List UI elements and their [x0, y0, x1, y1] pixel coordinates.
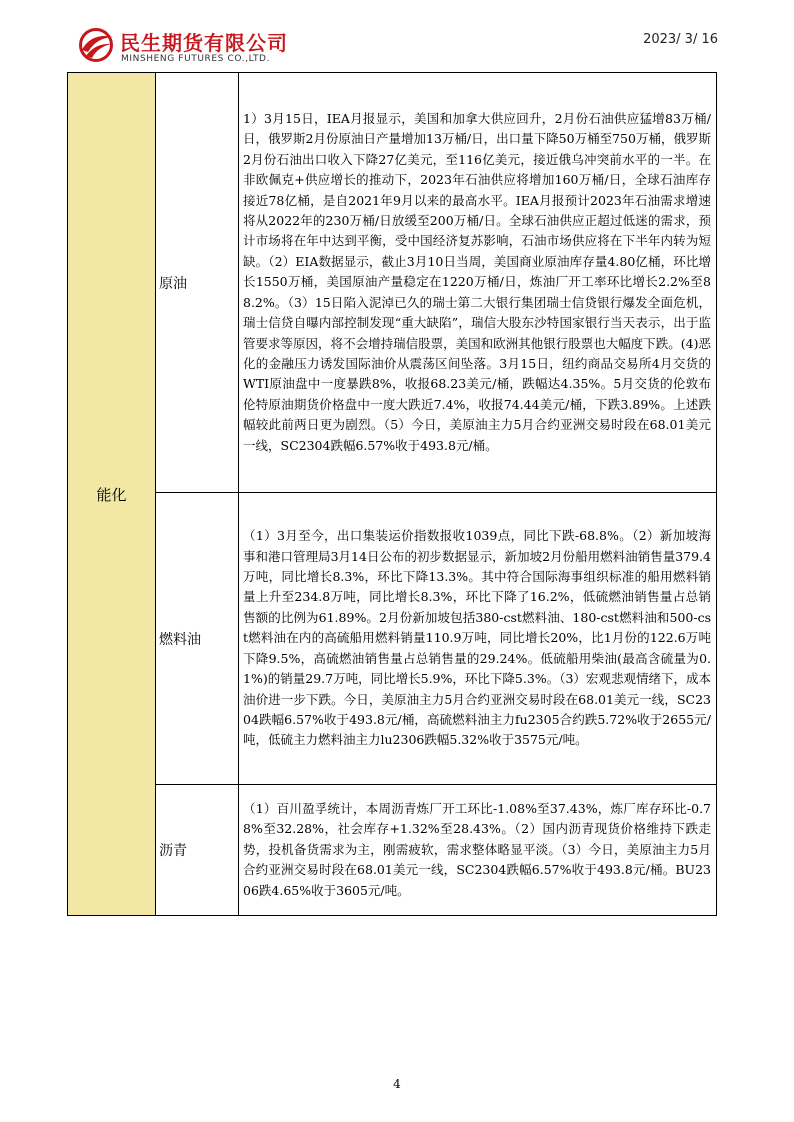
report-date: 2023/ 3/ 16 [643, 32, 718, 47]
product-label: 原油 [156, 73, 239, 493]
product-label: 沥青 [156, 785, 239, 916]
product-label: 燃料油 [156, 493, 239, 785]
product-commentary: （1）百川盈孚统计，本周沥青炼厂开工环比-1.08%至37.43%，炼厂库存环比-0.78%至32.28%，社会库存+1.32%至28.43%。（2）国内沥青现货价格维持下跌走势，投机备货需求为主，刚需疲软，需求整体略显平淡。（3）今日，美原油主力5月合约亚洲交易时段在68.01美元一线，SC2304跌幅6.57%收于493.8元/桶。BU2306跌4.65%收于3605元/吨。 [239, 785, 717, 916]
product-commentary: 1）3月15日，IEA月报显示，美国和加拿大供应回升，2月份石油供应猛增83万桶/日，俄罗斯2月份原油日产量增加13万桶/日，出口量下降50万桶至750万桶，俄罗斯2月份石油出口收入下降27亿美元，至116亿美元，接近俄乌冲突前水平的一半。在非欧佩克+供应增长的推动下，2023年石油供应将增加160万桶/日，全球石油库存接近78亿桶，是自2021年9月以来的最高水平。IEA月报预计2023年石油需求增速将从2022年的230万桶/日放缓至200万桶/日。全球石油供应正超过低迷的需求，预计市场将在年中达到平衡，受中国经济复苏影响，石油市场供应将在下半年内转为短缺。（2）EIA数据显示，截止3月10日当周，美国商业原油库存量4.80亿桶，环比增长1550万桶，美国原油产量稳定在1220万桶/日，炼油厂开工率环比增长2.2%至88.2%。（3）15日陷入泥淖已久的瑞士第二大银行集团瑞士信贷银行爆发全面危机，瑞士信贷自曝内部控制发现“重大缺陷”，瑞信大股东沙特国家银行当天表示，出于监管要求等原因，将不会增持瑞信股票，美国和欧洲其他银行股票也大幅度下跌。(4)恶化的金融压力诱发国际油价从震荡区间坠落。3月15日，纽约商品交易所4月交货的WTI原油盘中一度暴跌8%，收报68.23美元/桶，跌幅达4.35%。5月交货的伦敦布伦特原油期货价格盘中一度大跌近7.4%，收报74.44美元/桶，下跌3.89%。上述跌幅较此前两日更为剧烈。（5）今日，美原油主力5月合约亚洲交易时段在68.01美元一线，SC2304跌幅6.57%收于493.8元/桶。 [239, 73, 717, 493]
table-row [68, 785, 717, 916]
commodity-report-table [67, 72, 717, 916]
sector-label: 能化 [68, 73, 156, 916]
page-number: 4 [393, 1077, 401, 1091]
minsheng-logo-icon [78, 28, 114, 62]
company-name-cn: 民生期货有限公司 [120, 31, 288, 55]
product-commentary: （1）3月至今，出口集装运价指数报收1039点，同比下跌-68.8%。（2）新加坡海事和港口管理局3月14日公布的初步数据显示，新加坡2月份船用燃料油销售量379.4万吨，同比增长8.3%，环比下降13.3%。其中符合国际海事组织标准的船用燃料销量上升至234.8万吨，同比增长8.3%，环比下降了16.2%，低硫燃油销售量占总销售额的比例为61.89%。2月份新加坡包括380-cst燃料油、180-cst燃料油和500-cst燃料油在内的高硫船用燃料销量110.9万吨，同比增长20%，比1月份的122.6万吨下降9.5%，高硫燃油销售量占总销售量的29.24%。低硫船用柴油(最高含硫量为0.1%)的销量29.7万吨，同比增长5.9%，环比下降5.3%。（3）宏观悲观情绪下，成本油价进一步下跌。今日，美原油主力5月合约亚洲交易时段在68.01美元一线，SC2304跌幅6.57%收于493.8元/桶，高硫燃料油主力fu2305合约跌5.72%收于2655元/吨，低硫主力燃料油主力lu2306跌幅5.32%收于3575元/吨。 [239, 493, 717, 785]
table-row [68, 73, 717, 493]
table-row [68, 493, 717, 785]
page-header [0, 0, 794, 72]
company-name-en: MINSHENG FUTURES CO.,LTD. [121, 54, 271, 64]
